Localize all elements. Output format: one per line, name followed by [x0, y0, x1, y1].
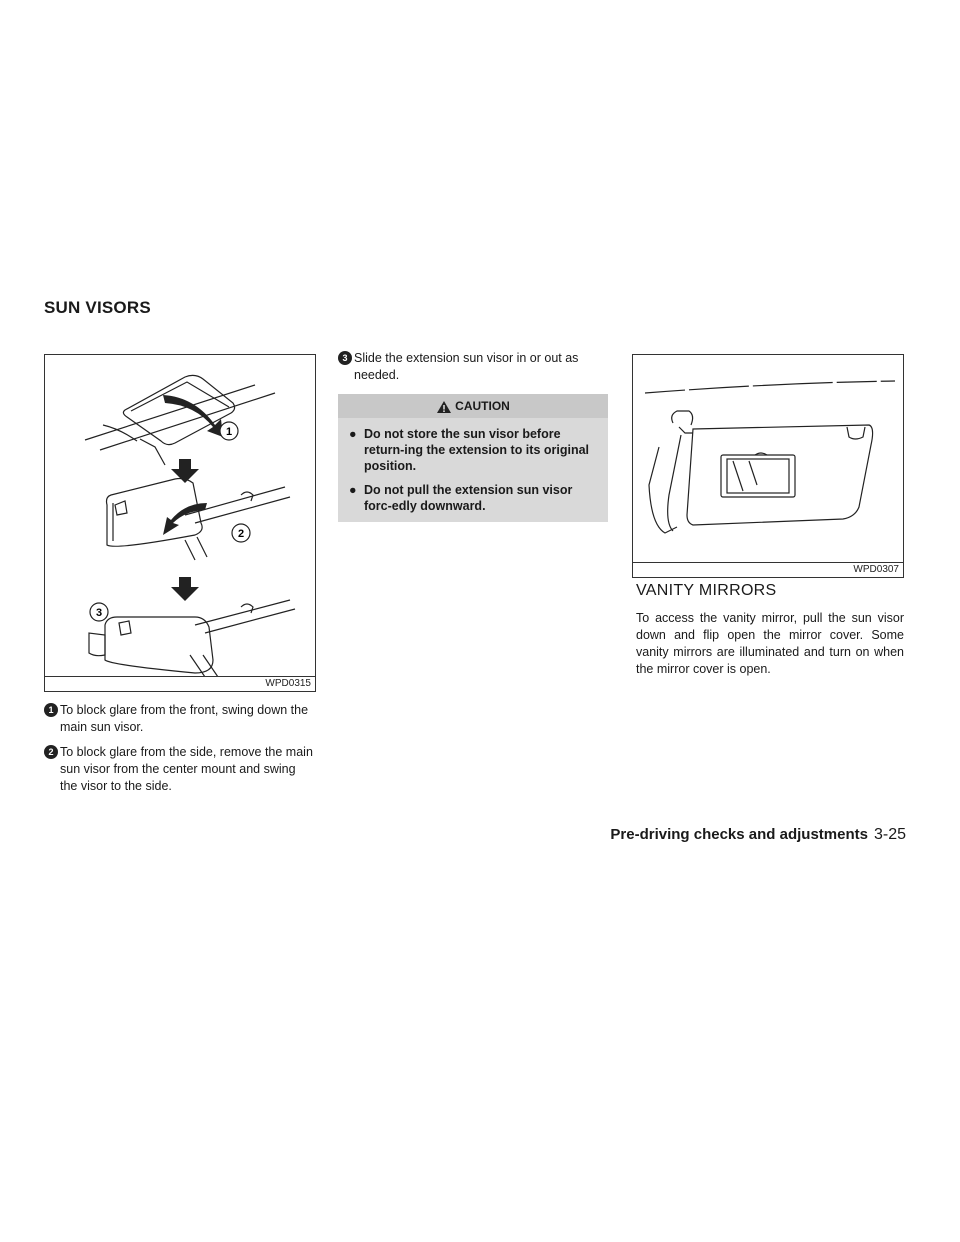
sun-visor-illustration — [45, 355, 315, 677]
down-arrow-icon — [171, 577, 199, 601]
callout-1: 1 — [225, 426, 233, 438]
warning-icon — [436, 400, 452, 414]
step-number-badge: 2 — [44, 745, 58, 759]
caution-header — [338, 394, 608, 418]
swing-down-arrow-icon — [163, 395, 223, 437]
vanity-mirror-illustration — [633, 355, 903, 563]
caution-item-text: Do not pull the extension sun visor forc-edly downward. — [364, 483, 573, 513]
footer-section-title: Pre-driving checks and adjustments — [610, 826, 868, 843]
page-number: 3-25 — [873, 826, 906, 843]
vanity-mirror-figure — [632, 354, 904, 578]
page-footer — [0, 826, 906, 844]
vanity-mirrors-body: To access the vanity mirror, pull the sun visor down and flip open the mirror cover. Some vanity mirrors are illuminated and turn on when the mirror cover is open. — [636, 611, 904, 676]
caution-item-text: Do not store the sun visor before return-ing the extension to its original position. — [364, 427, 590, 473]
figure-code: WPD0307 — [853, 564, 899, 575]
step-text: To block glare from the side, remove the main sun visor from the center mount and swing the visor to the side. — [60, 745, 313, 793]
caution-box — [338, 394, 608, 522]
section-title: SUN VISORS — [44, 298, 151, 317]
caution-title: CAUTION — [455, 399, 510, 413]
step-number-badge: 3 — [338, 351, 352, 365]
bullet: ● — [349, 427, 357, 441]
callout-3: 3 — [95, 607, 103, 619]
step-text: Slide the extension sun visor in or out as needed. — [354, 351, 579, 382]
vanity-mirrors-heading: VANITY MIRRORS — [636, 582, 777, 599]
caution-item — [349, 426, 598, 474]
caution-item — [349, 482, 598, 514]
step-text: To block glare from the front, swing down the main sun visor. — [60, 703, 309, 734]
sun-visor-figure — [44, 354, 316, 692]
step-number-badge: 1 — [44, 703, 58, 717]
step-1 — [44, 702, 316, 736]
figure-code: WPD0315 — [265, 678, 311, 689]
bullet: ● — [349, 483, 357, 497]
callout-2: 2 — [237, 528, 245, 540]
step-3 — [338, 350, 608, 384]
step-2 — [44, 744, 316, 795]
